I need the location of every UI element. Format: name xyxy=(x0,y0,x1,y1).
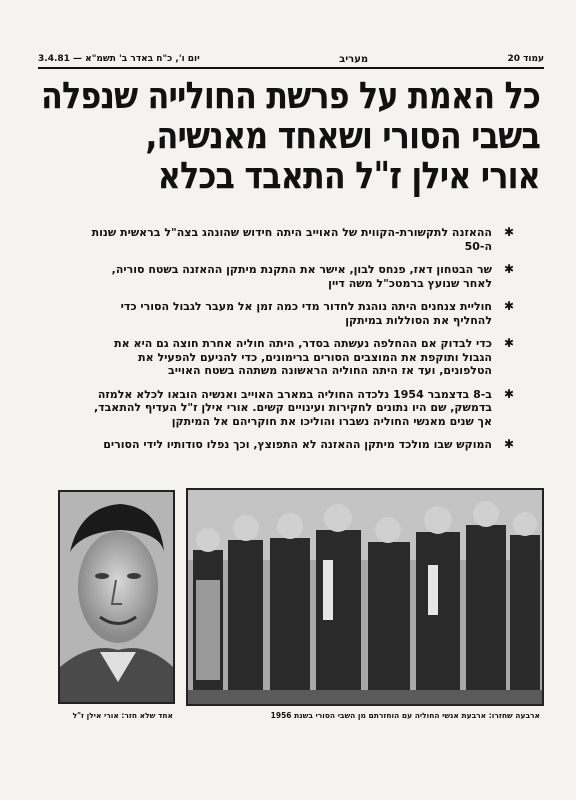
masthead xyxy=(38,52,544,66)
newspaper-name: מעריב xyxy=(339,53,369,65)
bullet-item: ✱ ההאזנה לתקשורת-הקווית של האוייב היתה חידוש שהונהג בצה"ל בראשית שנות ה-50 xyxy=(91,225,514,253)
bullet-item: ✱ שר הבטחון דאז, פנחס לבון, אישר את התקנת מיתקן ההאזנה בשטח סוריה, לאחר שנועץ ברמטכ"ל משה דיין xyxy=(111,262,514,290)
star-bullet-icon: ✱ xyxy=(503,437,514,451)
star-bullet-icon: ✱ xyxy=(503,386,514,401)
bullet-item: ✱ ב-8 בדצמבר 1954 נלכדה החוליה במארב האוייב ואנשיה הובאו לכלא אלמזה בדמשק, שם היו נתונים לחקירות ועינויים קשים. אורי אילן ז"ל העדיף להתאבד, אך שנים מאנשי החוליה נשברו והוליכו את חוקריהם אל המיתקן xyxy=(93,386,514,428)
headline xyxy=(41,74,541,197)
issue-date: יום ו', כ"ח באדר ב' תשמ"א — 3.4.81 xyxy=(38,54,200,64)
star-bullet-icon: ✱ xyxy=(503,225,514,239)
headline-line: כל האמת על פרשת החולייה שנפלה xyxy=(41,74,540,117)
portrait-caption: אחד שלא חזר: אורי אילן ז"ל xyxy=(72,711,173,720)
bullet-item: ✱ המוקש שבו מולכד מיתקן ההאזנה לא התפוצץ, וכך נפלו סודותיו לידי הסורים xyxy=(103,437,514,451)
portrait-photo xyxy=(58,490,175,704)
masthead-rule xyxy=(38,67,544,69)
star-bullet-icon: ✱ xyxy=(503,299,514,313)
bullet-list xyxy=(90,225,514,462)
bullet-item: ✱ חוליית צנחנים היתה נוהגת לחדור מדי כמה זמן אל מעבר לגבול הסורי כדי להחליף את הסוללות במיתקן xyxy=(120,299,514,327)
page-number: עמוד 20 xyxy=(507,54,544,64)
star-bullet-icon: ✱ xyxy=(503,262,514,276)
bullet-item: ✱ כדי לבדוק אם ההחלפה נעשתה בסדר, היתה חוליה אחרת חוצה גם היא את הגבול ותוקפת את המוצבים הסורים ברימונים, כדי להניעם להפעיל את הטלפונים, ועד אז היתה החוליה הראשונה משתהה בשטח האוייב xyxy=(114,336,514,377)
headline-line: אורי אילן ז"ל התאבד בכלא xyxy=(157,154,540,197)
headline-line: בשבי הסורי ושאחד מאנשיה, xyxy=(145,114,541,157)
group-photo-caption: ארבעה שחזרו: ארבעת אנשי החוליה עם הוחזרתם מן השבי הסורי בשנת 1956 xyxy=(270,711,540,720)
group-photo xyxy=(186,488,544,706)
star-bullet-icon: ✱ xyxy=(503,336,514,350)
